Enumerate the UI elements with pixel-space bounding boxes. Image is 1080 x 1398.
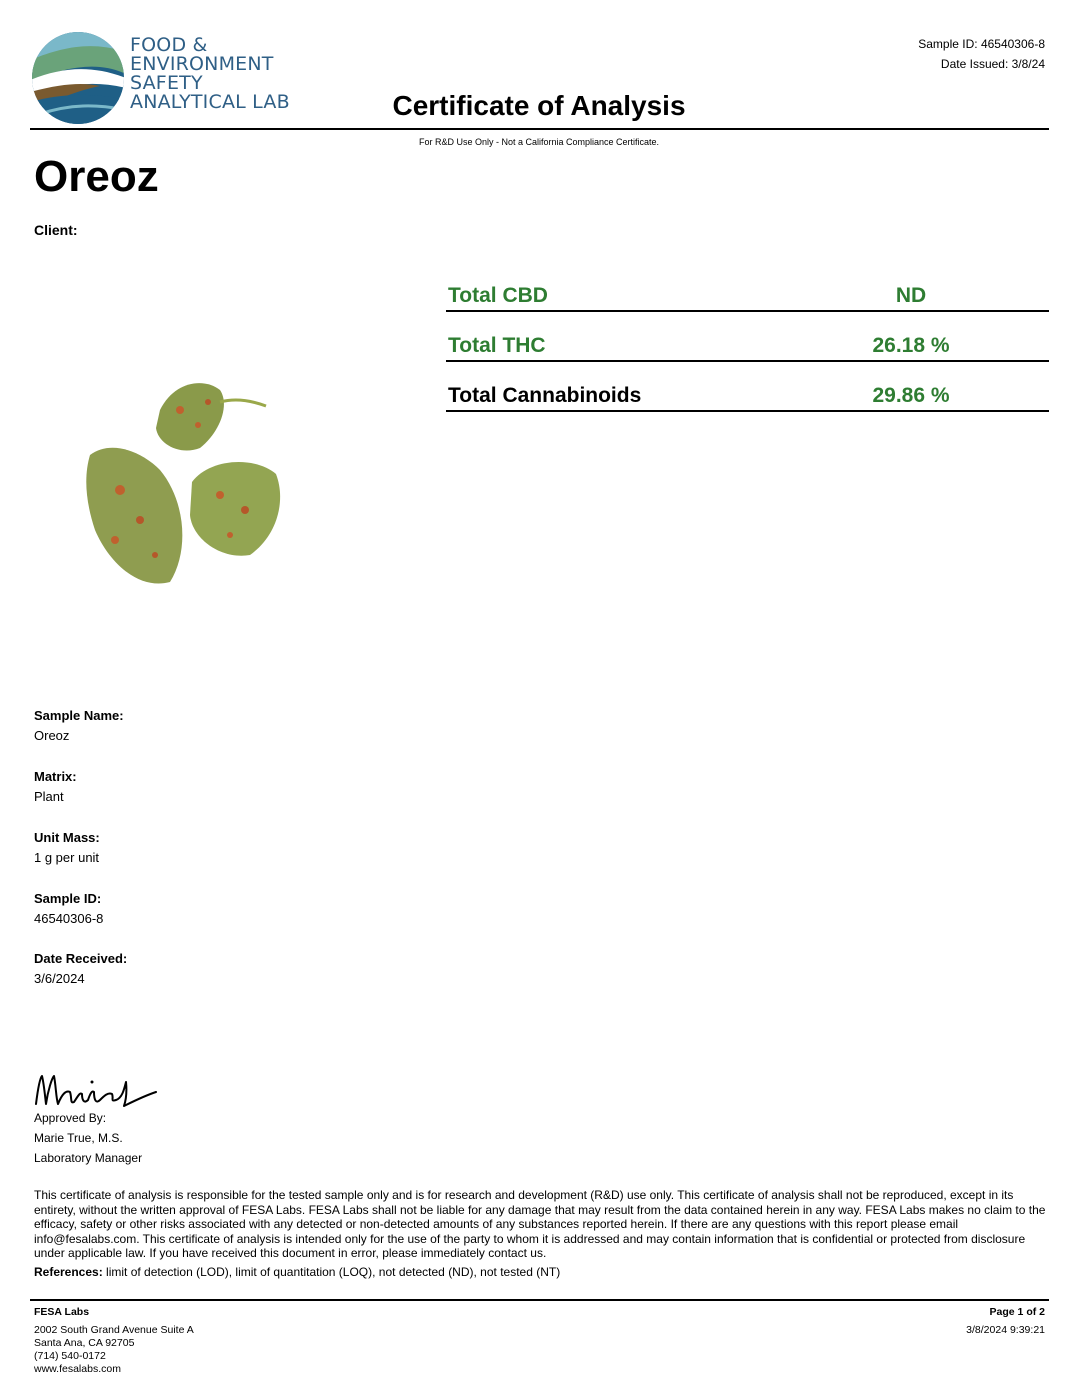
summary-value: 29.86 % bbox=[872, 384, 950, 407]
header-date-issued: Date Issued: 3/8/24 bbox=[940, 57, 1045, 71]
info-value: 3/6/2024 bbox=[34, 971, 85, 986]
footer-company: FESA Labs bbox=[34, 1306, 90, 1318]
summary-row-total-cannabinoids bbox=[446, 380, 1049, 412]
footer-page-info bbox=[966, 1306, 1045, 1337]
client-label: Client: bbox=[34, 222, 78, 238]
references bbox=[34, 1265, 560, 1279]
logo-line: SAFETY bbox=[130, 72, 203, 94]
product-photo bbox=[80, 370, 290, 600]
disclaimer-text: This certificate of analysis is responsible for the tested sample only and is for research and development (R&D) use only. This certificate of analysis shall not be reproduced, except in its entirety, without the written approval of FESA Labs. FESA Labs shall not be liable for any damage that may result from the data contained herein in any way. FESA Labs makes no claim to the efficacy, safety or other risks associated with any detected or non-detected amounts of any substances reported herein. If there are any questions with this report please email info@fesalabs.com. This certificate of analysis is intended only for the use of the party to whom it is addressed and may contain information that is confidential or protected from disclosure under applicable law. If you have received this document in error, please immediately contact us. bbox=[34, 1188, 1046, 1260]
summary-label: Total THC bbox=[448, 334, 546, 357]
approver-name: Marie True, M.S. bbox=[34, 1131, 123, 1145]
info-matrix bbox=[34, 767, 77, 807]
info-label: Matrix: bbox=[34, 769, 77, 784]
logo-line: ANALYTICAL LAB bbox=[130, 91, 290, 113]
header-divider bbox=[30, 128, 1049, 130]
info-label: Sample Name: bbox=[34, 708, 124, 723]
footer-phone: (714) 540-0172 bbox=[34, 1350, 106, 1362]
references-text: limit of detection (LOD), limit of quantitation (LOQ), not detected (ND), not tested (NT) bbox=[102, 1265, 561, 1279]
info-label: Sample ID: bbox=[34, 891, 102, 906]
approval-block bbox=[34, 1108, 142, 1168]
document-meta bbox=[918, 34, 1045, 74]
summary-label: Total Cannabinoids bbox=[448, 384, 642, 407]
info-label: Unit Mass: bbox=[34, 830, 100, 845]
references-label: References: bbox=[34, 1265, 103, 1279]
summary-row-total-thc bbox=[446, 330, 1049, 362]
logo-line: ENVIRONMENT bbox=[130, 53, 274, 75]
approved-by-label: Approved By: bbox=[34, 1111, 107, 1125]
footer-address-line: Santa Ana, CA 92705 bbox=[34, 1337, 135, 1349]
info-label: Date Received: bbox=[34, 951, 128, 966]
info-unit-mass bbox=[34, 828, 100, 868]
info-value: 46540306-8 bbox=[34, 911, 104, 926]
summary-label: Total CBD bbox=[448, 284, 548, 307]
info-date-received bbox=[34, 949, 127, 989]
footer-divider bbox=[30, 1299, 1049, 1301]
info-value: 1 g per unit bbox=[34, 850, 100, 865]
page-number: Page 1 of 2 bbox=[989, 1306, 1045, 1318]
signature-image bbox=[32, 1068, 162, 1112]
logo-line: FOOD & bbox=[130, 34, 208, 56]
rd-use-note: For R&D Use Only - Not a California Compliance Certificate. bbox=[418, 137, 660, 147]
approver-role: Laboratory Manager bbox=[34, 1151, 143, 1165]
summary-value: 26.18 % bbox=[872, 334, 950, 357]
product-name: Oreoz bbox=[34, 152, 159, 201]
footer-website-link[interactable]: www.fesalabs.com bbox=[34, 1363, 121, 1375]
info-value: Plant bbox=[34, 789, 64, 804]
footer-address-line: 2002 South Grand Avenue Suite A bbox=[34, 1324, 194, 1336]
header-sample-id: Sample ID: 46540306-8 bbox=[918, 37, 1045, 51]
info-value: Oreoz bbox=[34, 728, 70, 743]
footer-address bbox=[34, 1306, 194, 1376]
info-sample-id bbox=[34, 889, 103, 929]
info-sample-name bbox=[34, 706, 124, 746]
summary-row-total-cbd bbox=[446, 280, 1049, 312]
footer-timestamp: 3/8/2024 9:39:21 bbox=[966, 1324, 1045, 1336]
summary-value: ND bbox=[895, 284, 927, 307]
page-title: Certificate of Analysis bbox=[392, 90, 686, 121]
